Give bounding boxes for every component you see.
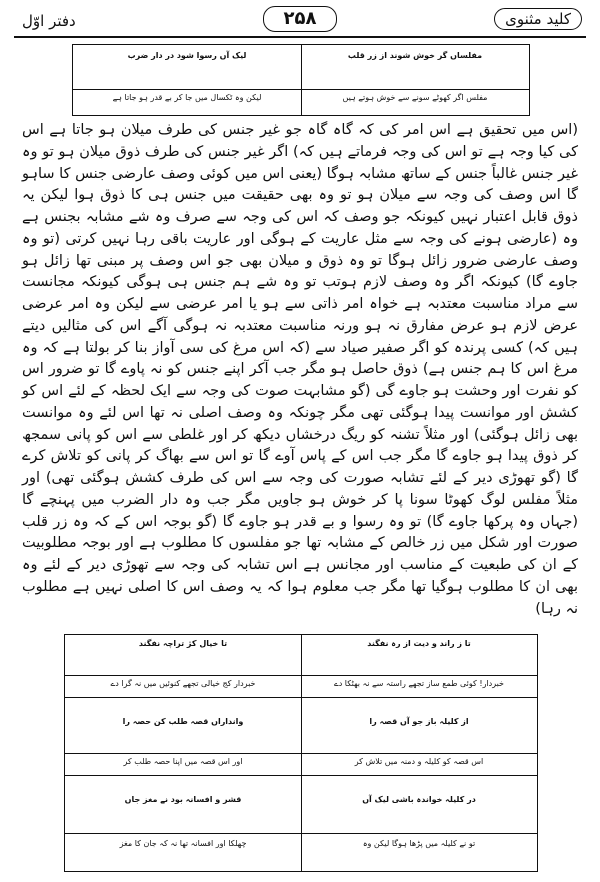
commentary-text (22, 120, 578, 620)
verse-left: لیک آں رسوا شود در دار ضرب (127, 51, 247, 60)
verse-right: از کلیلہ باز جو آں قصہ را (369, 717, 469, 726)
page-number: ۲۵۸ (263, 6, 337, 32)
page-header (14, 6, 586, 34)
commentary-paragraph: (اس میں تحقیق ہے اس امر کی کہ گاہ گاہ جو غیر جنس کی طرف میلان ہو جاتا ہے اس کی کیا وجہ ہے تو اس کی وجہ فرماتے ہیں کہ) اگر غیر جنس کی طرف ذوق میلان ہو تو وہ غیر جنس غالباً جنس کے ساتھ مشابہ ہوگا (یعنی اس میں کوئی وصف عارضی جنس کا ساہو گا اس وصف کی وجہ سے میلان ہو تو وہ بھی حقیقت میں جنس ہی کا ذوق ہوا لیکن یہ ذوق قابل اعتبار نہیں کیونکہ جو وصف کہ اس کی وجہ سے صرف وہ شے مشابہ بجنس ہے وہ (عارضی ہونے کی وجہ سے مثل عاریت کے ہوگی اور عاریت باقی رہا نہیں کرتی (تو وہ وصف عارضی ضرور زائل ہوگا تو وہ ذوق و میلان بھی جو اس وصف پر مبنی تھا زائل ہو جاوے گا) کیونکہ اگر وہ وصف لازم ہوتب تو وہ شے ہم جنس ہی ہوگی کیونکہ مجانست سے مراد مناسبت معتدبہ ہے خواہ امر ذاتی سے ہو یا امر عرضی سے لیکن وہ امر عرضی عرض لازم ہو عرض مفارق نہ ہو ورنہ مناسبت معتدبہ نہ ہوگی آگے اس کی مثالیں دیتے ہیں کہ) کسی پرندہ کو اگر صفیر صیاد سے (کہ اس مرغ کی سی آواز بنا کر بولتا ہے کہ وہ مرغ اس کا ہم جنس ہے) ذوق حاصل ہو مگر جب آکر اپنے جنس کو نہ پاوے گا تو ضرور اس کو نفرت اور وحشت ہو جاوے گی (گو مشابہت صوت کی وجہ سے ایک لحظہ کے لئے اس کو کشش اور موانست پیدا ہوگئی تھی مگر چونکہ وہ وصف اصلی نہ تھا اس لئے وہ موانست بھی زائل ہوگئی) اور مثلاً تشنہ کو ریگ درخشاں دیکھ کر اور غلطی سے اس کو پانی سمجھ کر ذوق پیدا ہو جاوے گا مگر جب اس کے پاس آوے گا تو اس سے بھاگ کر پانی کو تلاش کرے گا (گو تھوڑی دیر کے لئے تشابہ صورت کی وجہ سے اس کی طرف کشش ہوگئی تھی) اور مثلاً مفلس لوگ کھوٹا سونا پا کر خوش ہو جاویں مگر جب وہ دار الضرب میں پہنچے گا (جہاں وہ پرکھا جاوے گا) تو وہ رسوا و بے قدر ہو جاوے گا (گو بوجہ اس کے کہ وہ زر قلب صورت اور شکل میں زر خالص کے مشابہ تھا جو مفلسوں کا مطلوب ہے اور بوجہ مطلوبیت کے ان کی طبعیت کے مناسب اور مجانس ہے اس تشابہ کی وجہ سے تھوڑی دیر کے لئے وہ بھی ان کا مطلوب ہوگیا تھا مگر جب معلوم ہوا کہ یہ وصف اس کا اصلی نہیں ہے مطلوب نہ رہا) (22, 122, 578, 617)
header-rule (14, 36, 586, 38)
translation-right: خبردار! کوئی طمع ساز تجھے راستہ سے نہ بھٹکا دے (334, 679, 504, 688)
volume-label: دفتر اوّل (22, 12, 76, 30)
translation-left: لیکن وہ ٹکسال میں جا کر بے قدر ہو جاتا ہے (112, 93, 262, 102)
translation-left: اور اس قصہ میں اپنا حصہ طلب کر (123, 757, 243, 766)
translation-left: چھلکا اور افسانہ تھا نہ کہ جان کا مغز (119, 839, 247, 848)
bottom-couplets-box (64, 634, 538, 872)
verse-right: مفلساں گر خوش شوند از زر قلب (347, 51, 483, 60)
verse-left: تا خیال کژ تراچہ نفگند (138, 639, 228, 648)
translation-right: مفلس اگر کھوٹے سونے سے خوش ہوتے ہیں (342, 93, 488, 102)
translation-right: تو نے کلیلہ میں پڑھا ہوگا لیکن وہ (362, 839, 476, 848)
book-title: کلید مثنوی (494, 8, 582, 30)
couplet-rule (73, 89, 529, 90)
top-couplet-box (72, 44, 530, 116)
verse-right: در کلیلہ خواندہ باشی لیک آں (362, 795, 476, 804)
verse-left: وانداراں قصہ طلب کن حصہ را (122, 717, 244, 726)
verse-right: تا ز راند و دیت از رہ نفگند (367, 639, 471, 648)
translation-left: خبردار کج خیالی تجھے کنوئیں میں نہ گرا دے (110, 679, 256, 688)
couplet-rule (65, 833, 537, 834)
translation-right: اس قصہ کو کلیلہ و دمنہ میں تلاش کر (354, 757, 484, 766)
couplet-rule (65, 675, 537, 676)
couplet-rule (65, 697, 537, 698)
couplet-rule (65, 775, 537, 776)
couplet-rule (65, 753, 537, 754)
verse-left: قشر و افسانہ بود نے مغز جاں (124, 795, 242, 804)
